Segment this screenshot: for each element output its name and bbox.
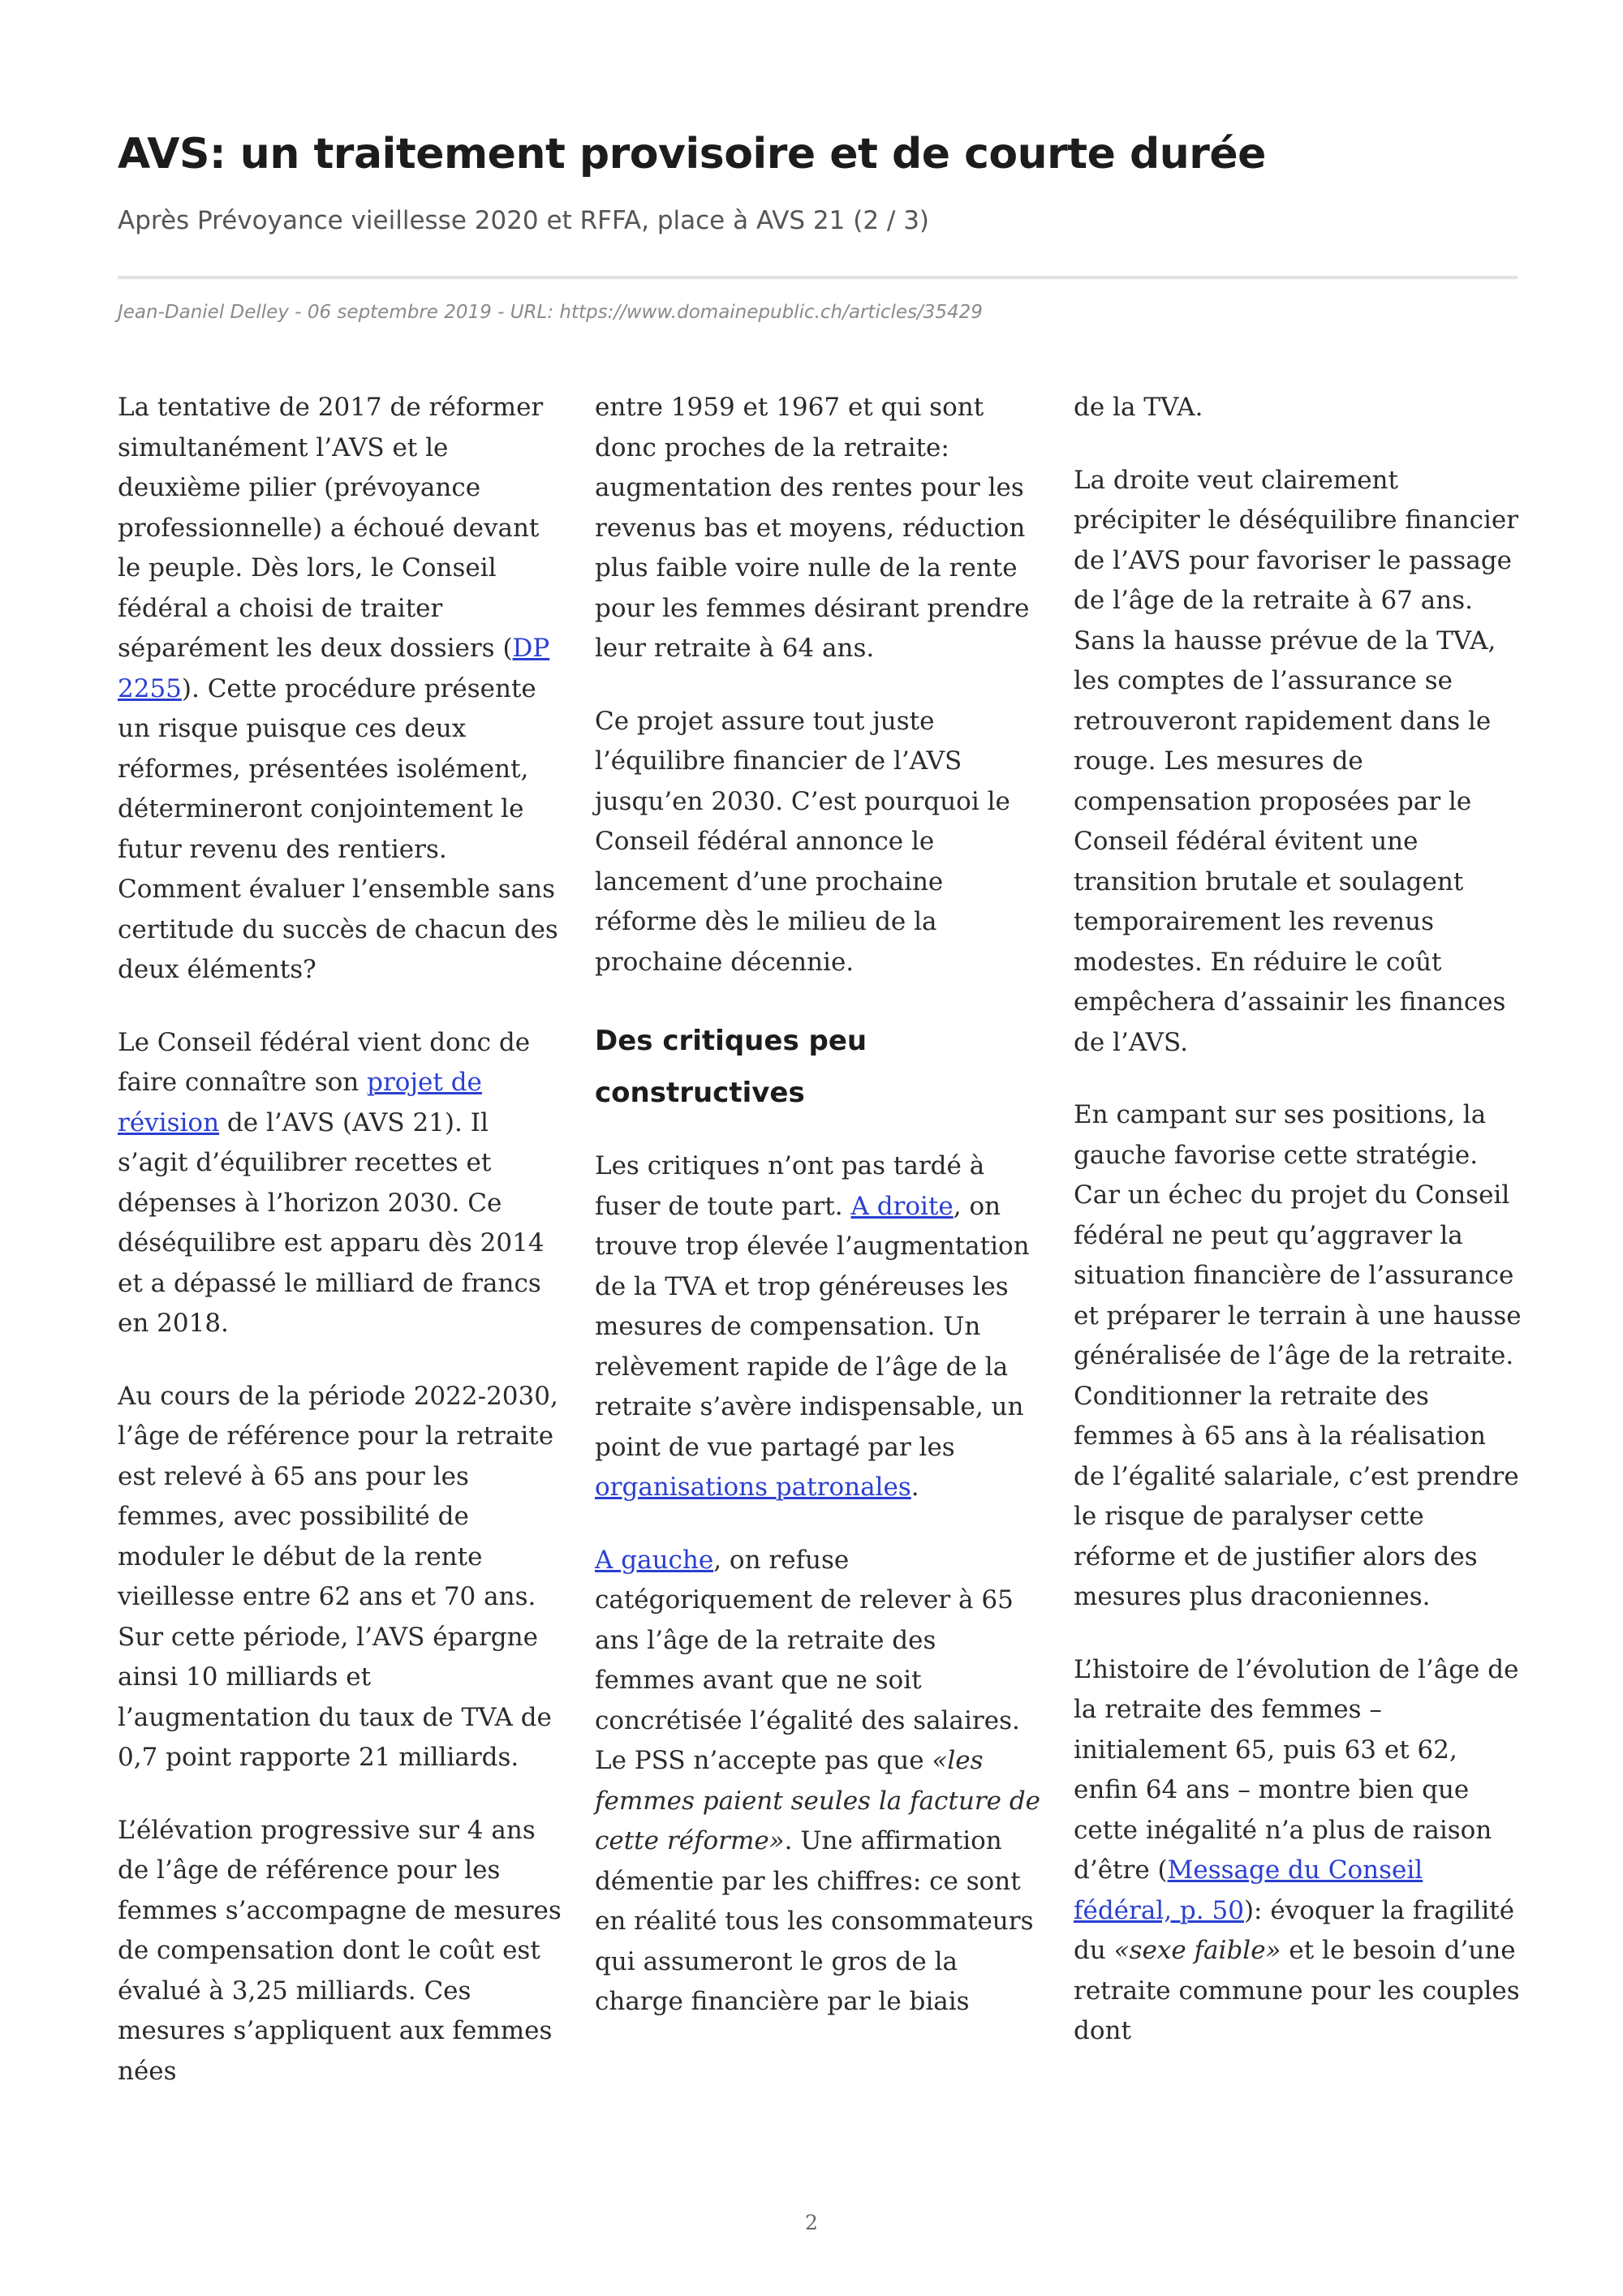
- text-column-3: [1074, 388, 1522, 2084]
- paragraph: entre 1959 et 1967 et qui sont donc proches de la retraite: augmentation des rentes pour les revenus bas et moyens, réduction plus faible voire nulle de la rente pour les femmes désirant prendre leur retraite à 64 ans.: [595, 393, 1030, 663]
- paragraph: En campant sur ses positions, la gauche favorise cette stratégie. Car un échec du projet du Conseil fédéral ne peut qu’aggraver la situation financière de l’assurance et préparer le terrain à une hausse généralisée de l’âge de la retraite. Conditionner la retraite des femmes à 65 ans à la réalisation de l’égalité salariale, c’est prendre le risque de paralyser cette réforme et de justifier alors des mesures plus draconiennes.: [1074, 1100, 1522, 1611]
- quote-text: «les femmes paient seules la facture de cette réforme»: [595, 1746, 1041, 1855]
- paragraph-text: Les critiques n’ont pas tardé à fuser de toute part.: [595, 1151, 985, 1221]
- page-number: 2: [805, 2211, 818, 2234]
- text-column-1: [118, 388, 566, 2124]
- section-heading: Des critiques peu constructives: [595, 1025, 867, 1109]
- paragraph: de la TVA.: [1074, 393, 1203, 422]
- paragraph: [1074, 1650, 1522, 2052]
- paragraph-text: . Une affirmation démentie par les chiffres: ce sont en réalité tous les consommateurs qui assumeront le gros de la charge financière par le biais: [595, 1826, 1034, 2016]
- link-organisations-patronales[interactable]: organisations patronales: [595, 1473, 911, 1502]
- paragraph: Ce projet assure tout juste l’équilibre financier de l’AVS jusqu’en 2030. C’est pourquoi le Conseil fédéral annonce le lancement d’une prochaine réforme dès le milieu de la prochaine décennie.: [595, 706, 1010, 977]
- paragraph: La droite veut clairement précipiter le déséquilibre financier de l’AVS pour favoriser le passage de l’âge de la retraite à 67 ans. Sans la hausse prévue de la TVA, les comptes de l’assurance se retrouveront rapidement dans le rouge. Les mesures de compensation proposées par le Conseil fédéral évitent une transition brutale et soulagent temporairement les revenus modestes. En réduire le coût empêchera d’assainir les finances de l’AVS.: [1074, 465, 1519, 1057]
- paragraph-text: de l’AVS (AVS 21). Il s’agit d’équilibrer recettes et dépenses à l’horizon 2030. Ce déséquilibre est apparu dès 2014 et a dépassé le milliard de francs en 2018.: [118, 1107, 545, 1338]
- quote-text: «sexe faible»: [1113, 1936, 1281, 1965]
- link-message-du-conseil-federal[interactable]: Message du Conseil fédéral, p. 50: [1074, 1855, 1423, 1925]
- text-column-2: [595, 388, 1043, 2055]
- paragraph-text: .: [911, 1473, 919, 1502]
- link-a-droite[interactable]: A droite: [850, 1191, 954, 1221]
- paragraph: [118, 1023, 566, 1344]
- article-subtitle: Après Prévoyance vieillesse 2020 et RFFA, place à AVS 21 (2 / 3): [118, 206, 930, 235]
- paragraph: [118, 388, 566, 991]
- article-meta: Jean-Daniel Delley - 06 septembre 2019 - URL: https://www.domainepublic.ch/articles/35429: [118, 302, 983, 323]
- link-a-gauche[interactable]: A gauche: [595, 1545, 714, 1575]
- paragraph: Au cours de la période 2022-2030, l’âge de référence pour la retraite est relevé à 65 ans pour les femmes, avec possibilité de moduler le début de la rente vieillesse entre 62 ans et 70 ans. Sur cette période, l’AVS épargne ainsi 10 milliards et l’augmentation du taux de TVA de 0,7 point rapporte 21 milliards.: [118, 1381, 558, 1772]
- paragraph-text: Le Conseil fédéral vient donc de faire connaître son: [118, 1027, 531, 1097]
- paragraph: L’élévation progressive sur 4 ans de l’âge de référence pour les femmes s’accompagne de mesures de compensation dont le coût est évalué à 3,25 milliards. Ces mesures s’appliquent aux femmes nées: [118, 1815, 562, 2086]
- paragraph-text: La tentative de 2017 de réformer simultanément l’AVS et le deuxième pilier (prévoyance professionnelle) a échoué devant le peuple. Dès lors, le Conseil fédéral a choisi de traiter séparément les deux dossiers (: [118, 393, 544, 663]
- paragraph-text: et le besoin d’une retraite commune pour les couples dont: [1074, 1936, 1520, 2045]
- paragraph-text: ). Cette procédure présente un risque puisque ces deux réformes, présentées isolément, détermineront conjointement le futur revenu des rentiers. Comment évaluer l’ensemble sans certitude du succès de chacun des deux éléments?: [118, 673, 558, 984]
- header-divider: [118, 276, 1518, 279]
- article-title: AVS: un traitement provisoire et de courte durée: [118, 130, 1266, 178]
- paragraph-text: , on refuse catégoriquement de relever à 65 ans l’âge de la retraite des femmes avant que ne soit concrétisée l’égalité des salaires. Le PSS n’accepte pas que: [595, 1545, 1020, 1775]
- link-projet-de-revision[interactable]: projet de révision: [118, 1068, 482, 1137]
- paragraph-text: ): évoquer la fragilité du: [1074, 1895, 1515, 1965]
- paragraph: [595, 1541, 1043, 2023]
- paragraph: [595, 1146, 1043, 1508]
- paragraph-text: , on trouve trop élevée l’augmentation de la TVA et trop généreuses les mesures de compensation. Un relèvement rapide de l’âge de la retraite s’avère indispensable, un point de vue partagé par les: [595, 1191, 1030, 1462]
- link-dp-2255[interactable]: DP 2255: [118, 634, 550, 703]
- paragraph-text: L’histoire de l’évolution de l’âge de la retraite des femmes – initialement 65, puis 63 et 62, enfin 64 ans – montre bien que cette inégalité n’a plus de raison d’être (: [1074, 1654, 1519, 1885]
